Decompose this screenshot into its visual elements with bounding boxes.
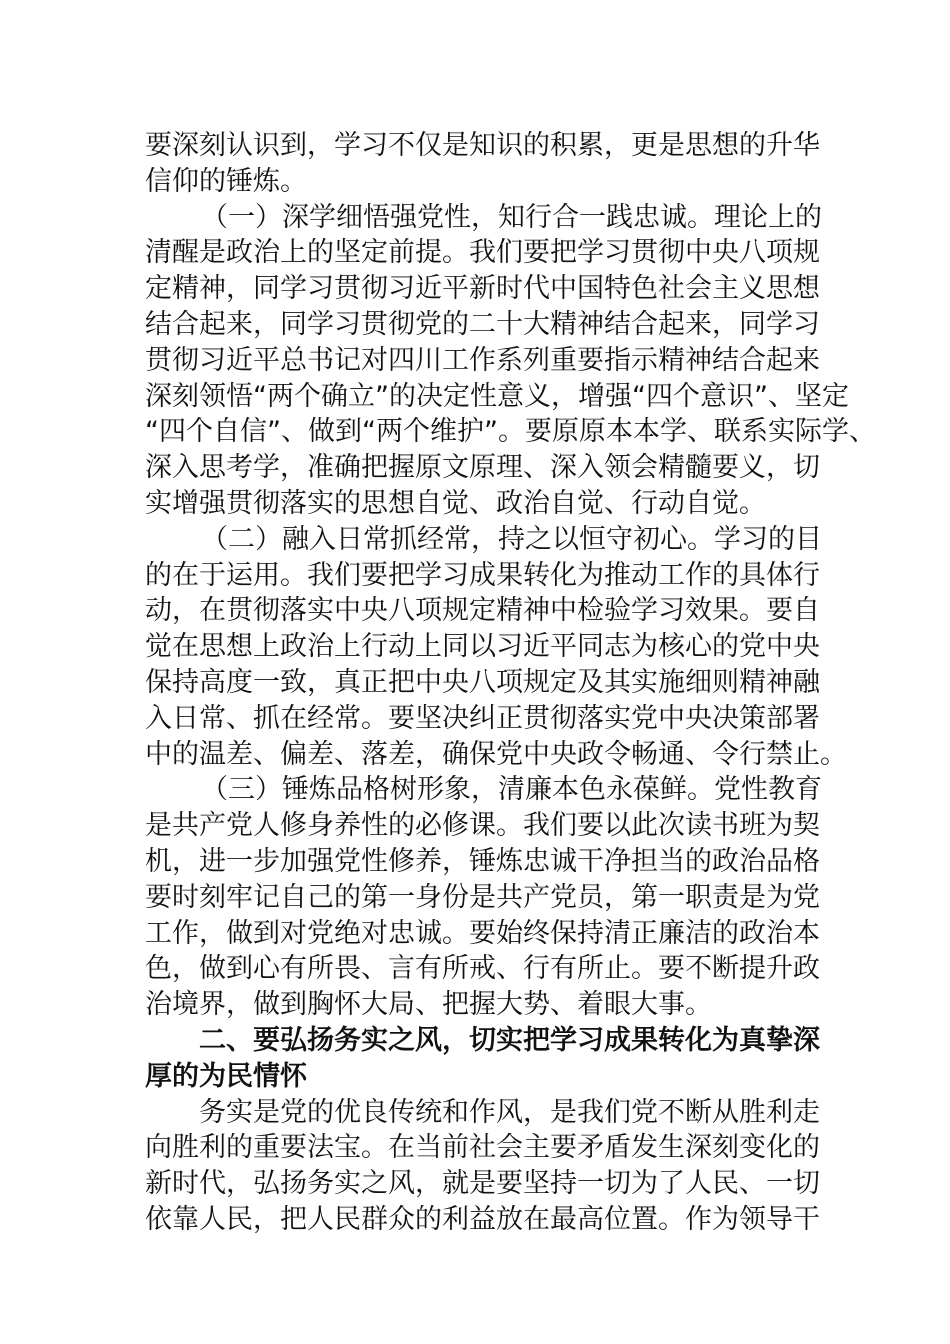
text-line: 机，进一步加强党性修养，锤炼忠诚干净担当的政治品格 <box>145 845 820 877</box>
text-line: 是共产党人修身养性的必修课。我们要以此次读书班为契 <box>145 810 820 842</box>
text-line: 信仰的锤炼。 <box>145 165 307 197</box>
text-line: 深刻领悟“两个确立”的决定性意义，增强“四个意识”、坚定 <box>145 380 849 412</box>
subsection-1-start: （一）深学细悟强党性，知行合一践忠诚。理论上的 <box>201 201 822 233</box>
text-line: 依靠人民，把人民群众的利益放在最高位置。作为领导干 <box>145 1203 820 1235</box>
body-text <box>145 128 876 1238</box>
paragraph-start: 务实是党的优良传统和作风，是我们党不断从胜利走 <box>199 1096 820 1128</box>
text-line: 入日常、抓在经常。要坚决纠正贯彻落实党中央决策部署 <box>145 702 820 734</box>
text-line: 实增强贯彻落实的思想自觉、政治自觉、行动自觉。 <box>145 487 766 519</box>
text-line: 要深刻认识到，学习不仅是知识的积累，更是思想的升华 <box>145 130 820 161</box>
text-line: 中的温差、偏差、落差，确保党中央政令畅通、令行禁止。 <box>145 738 847 770</box>
text-line: 结合起来，同学习贯彻党的二十大精神结合起来，同学习 <box>145 308 820 340</box>
text-line: 工作，做到对党绝对忠诚。要始终保持清正廉洁的政治本 <box>145 917 820 949</box>
section-heading: 二、要弘扬务实之风，切实把学习成果转化为真挚深 <box>199 1024 820 1056</box>
text-line: 要时刻牢记自己的第一身份是共产党员，第一职责是为党 <box>145 881 820 913</box>
text-line: 定精神，同学习贯彻习近平新时代中国特色社会主义思想 <box>145 273 820 305</box>
subsection-3-start: （三）锤炼品格树形象，清廉本色永葆鲜。党性教育 <box>201 774 822 806</box>
section-heading-continued: 厚的为民情怀 <box>145 1060 307 1092</box>
text-line: “四个自信”、做到“两个维护”。要原原本本学、联系实际学、 <box>145 416 876 448</box>
text-line: 保持高度一致，真正把中央八项规定及其实施细则精神融 <box>145 666 820 698</box>
text-line: 贯彻习近平总书记对四川工作系列重要指示精神结合起来 <box>145 344 820 376</box>
text-line: 动，在贯彻落实中央八项规定精神中检验学习效果。要自 <box>145 595 820 627</box>
text-line: 觉在思想上政治上行动上同以习近平同志为核心的党中央 <box>145 631 820 663</box>
text-line: 向胜利的重要法宝。在当前社会主要矛盾发生深刻变化的 <box>145 1132 820 1164</box>
text-line: 深入思考学，准确把握原文原理、深入领会精髓要义，切 <box>145 452 820 484</box>
text-line: 治境界，做到胸怀大局、把握大势、着眼大事。 <box>145 989 712 1021</box>
subsection-2-start: （二）融入日常抓经常，持之以恒守初心。学习的目 <box>201 523 822 555</box>
text-line: 色，做到心有所畏、言有所戒、行有所止。要不断提升政 <box>145 953 820 985</box>
text-line: 清醒是政治上的坚定前提。我们要把学习贯彻中央八项规 <box>145 237 820 269</box>
text-line: 的在于运用。我们要把学习成果转化为推动工作的具体行 <box>145 559 820 591</box>
text-line: 新时代，弘扬务实之风，就是要坚持一切为了人民、一切 <box>145 1168 820 1200</box>
